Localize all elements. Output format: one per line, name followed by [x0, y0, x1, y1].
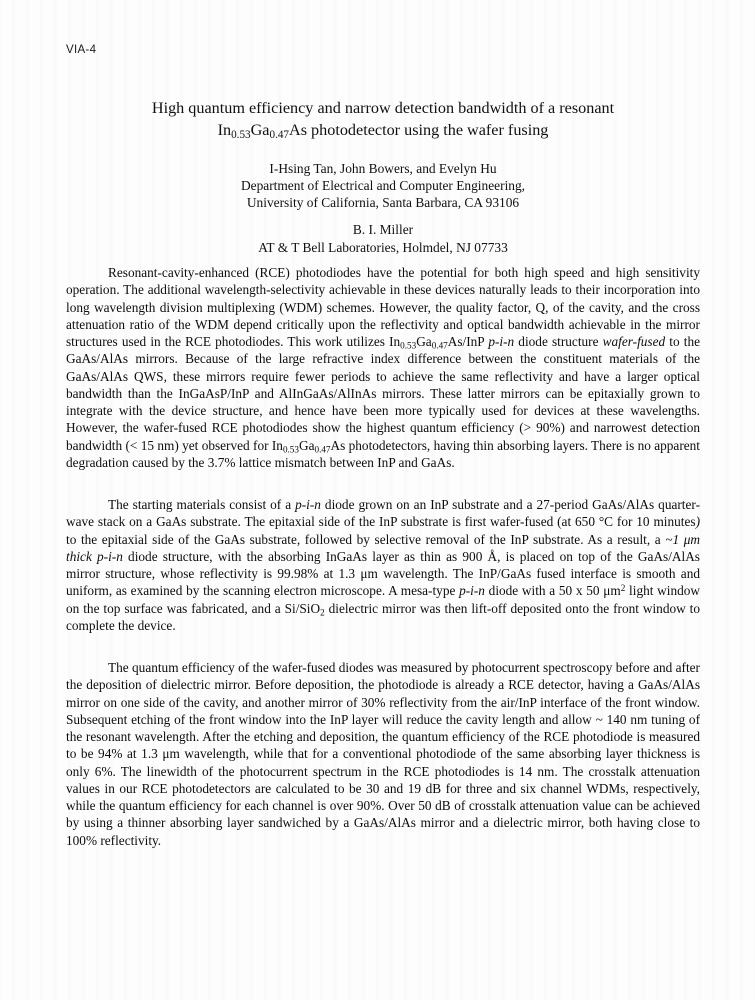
title-line-2 — [66, 119, 700, 141]
author-block-secondary — [66, 221, 700, 256]
author-department: Department of Electrical and Computer Engineering, — [240, 178, 526, 194]
title-line-2-rest: As photodetector using the wafer fusing — [289, 121, 549, 139]
title-formula-ga: Ga — [250, 121, 270, 139]
paragraph-3: The quantum efficiency of the wafer-fused diodes was measured by photocurrent spectroscopy before and after the deposition of dielectric mirror. Before deposition, the photodiode is already a RCE detector, having a GaAs/AlAs mirror on one side of the cavity, and another mirror of 30% reflectivity from the air/InP interface of the front window. Subsequent etching of the front window into the InP layer will reduce the cavity length and allow ~ 140 nm tuning of the resonant wavelength. After the etching and deposition, the quantum efficiency of the RCE photodiode is measured to be 94% at 1.3 μm wavelength, while that for a conventional photodiode of the same absorbing layer thickness is only 6%. The linewidth of the photocurrent spectrum in the RCE photodiodes is 14 nm. The crosstalk attenuation values in our RCE photodetectors are calculated to be 30 and 19 dB for three and six channel WDMs, respectively, while the quantum efficiency for each channel is over 90%. Over 50 dB of crosstalk attenuation value can be achieved by using a thinner absorbing layer sandwiched by a GaAs/AlAs mirror and a dielectric mirror, both having close to 100% reflectivity. — [66, 660, 700, 848]
title-subscript-053: 0.53 — [231, 128, 251, 141]
title-subscript-047: 0.47 — [269, 128, 290, 141]
abstract-body — [66, 264, 700, 849]
paper-title — [66, 97, 700, 141]
paragraph-1: Resonant-cavity-enhanced (RCE) photodiodes have the potential for both high speed and high sensitivity operation. The additional wavelength-selectivity achievable in these devices naturally leads to their incorporation into long wavelength division multiplexing (WDM) schemes. However, the quality factor, Q, of the cavity, and the cross attenuation ratio of the WDM depend critically upon the reflectivity and optical bandwidth achievable in the mirror structures used in the RCE photodiodes. This work utilizes $In_{0.53}Ga_{0.47}As$/InP p-i-n diode structure wafer-fused to the GaAs/AlAs mirrors. Because of the large refractive index difference between the constituent materials of the GaAs/AlAs QWS, these mirrors require fewer periods to achieve the same reflectivity and have a larger optical bandwidth than the InGaAsP/InP and AlInGaAs/AlInAs mirrors. These latter mirrors can be epitaxially grown to integrate with the device structure, and hence have been more typically used for devices at these wavelengths. However, the wafer-fused RCE photodiodes show the highest quantum efficiency (> 90%) and narrowest detection bandwidth (< 15 nm) yet observed for $In_{0.53}Ga_{0.47}As$ photodetectors, having thin absorbing layers. There is no apparent degradation caused by the 3.7% lattice mismatch between InP and GaAs. — [66, 265, 700, 470]
running-head-session-code: VIA-4 — [66, 44, 97, 56]
title-formula-in: In — [217, 121, 232, 139]
title-line-1: High quantum efficiency and narrow detection bandwidth of a resonant — [151, 99, 615, 117]
author-university: University of California, Santa Barbara, CA 93106 — [246, 195, 520, 211]
author-block-primary — [66, 160, 700, 212]
author2-name: B. I. Miller — [352, 222, 414, 237]
paragraph-2: The starting materials consist of a p-i-n diode grown on an InP substrate and a 27-period GaAs/AlAs quarter-wave stack on a GaAs substrate. The epitaxial side of the InP substrate is first wafer-fused (at 650 °C for 10 minutes) to the epitaxial side of the GaAs substrate, followed by selective removal of the InP substrate. As a result, a ~1 μm thick p-i-n diode structure, with the absorbing InGaAs layer as thin as 900 Å, is placed on top of the GaAs/AlAs mirror structure, whose reflectivity is 99.98% at 1.3 μm wavelength. The InP/GaAs fused interface is smooth and uniform, as examined by the scanning electron microscope. A mesa-type p-i-n diode with a 50 x 50 $\mu m^2$ light window on the top surface was fabricated, and a Si/SiO$_2$ dielectric mirror was then lift-off deposited onto the front window to complete the device. — [66, 497, 700, 633]
author2-affiliation: AT & T Bell Laboratories, Holmdel, NJ 07733 — [258, 239, 508, 255]
author-names: I-Hsing Tan, John Bowers, and Evelyn Hu — [269, 161, 497, 176]
